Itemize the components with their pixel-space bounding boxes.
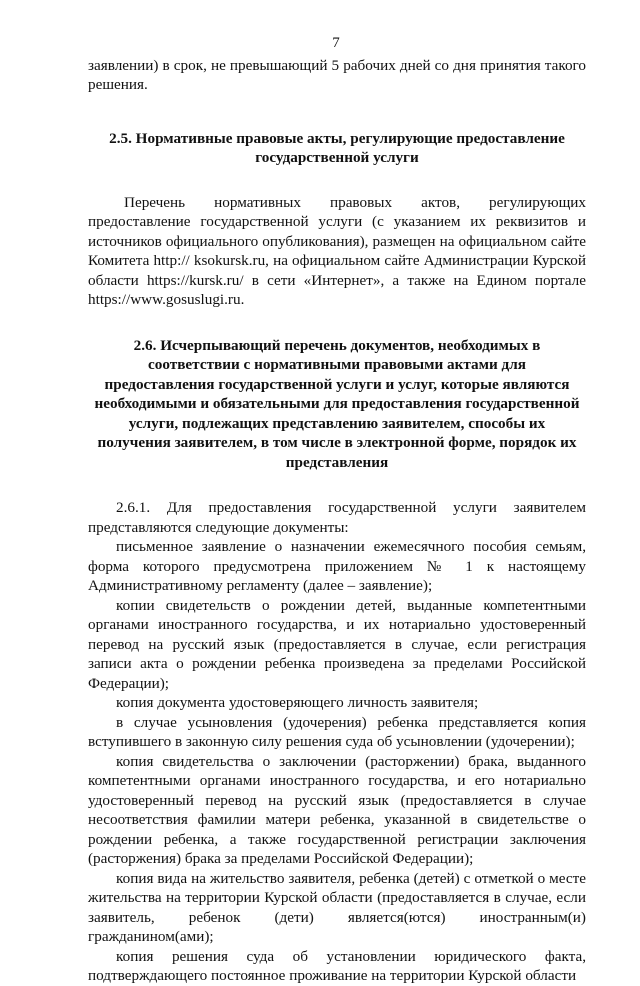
document-page [88,34,586,986]
document-list-item: копия решения суда об установлении юридического факта, подтверждающего постоянное проживание на территории Курской области [88,947,586,984]
continuation-paragraph: заявлении) в срок, не превышающий 5 рабочих дней со дня принятия такого решения. [88,56,586,93]
section-2-6-heading: 2.6. Исчерпывающий перечень документов, необходимых в соответствии с нормативными правовыми актами для предоставления государственной услуги и услуг, которые являются необходимыми и обязательными для предоставления государственной услуги, подлежащих представлению заявителем, способы их получения заявителем, в том числе в электронной форме, порядок их представления [94,336,580,471]
page-number: 7 [332,35,340,51]
document-list-item: копия свидетельства о заключении (расторжении) брака, выданного компетентными органами иностранного государства, и его нотариально удостоверенный перевод на русский язык (предоставляется в случае несоответствия фамилии матери ребенка, указанной в свидетельстве о рождении ребенка, а также государственной регистрации заключения (расторжения) брака за пределами Российской Федерации); [88,752,586,867]
section-2-5-heading: 2.5. Нормативные правовые акты, регулирующие предоставление государственной услуги [109,129,565,166]
document-list-item: копия вида на жительство заявителя, ребенка (детей) с отметкой о месте жительства на территории Курской области (предоставляется в случае, если заявитель, ребенок (дети) является(ются) иностранным(и) гражданином(ами); [88,869,586,945]
document-list-item: копии свидетельств о рождении детей, выданные компетентными органами иностранного государства, и их нотариально удостоверенный перевод на русский язык (предоставляется в случае, если регистрация записи акта о рождении ребенка произведена за пределами Российской Федерации); [88,596,586,692]
document-list-item: письменное заявление о назначении ежемесячного пособия семьям, форма которого предусмотрена приложением № 1 к настоящему Административному регламенту (далее – заявление); [88,538,586,594]
document-list-item: копия документа удостоверяющего личность заявителя; [116,694,479,711]
section-2-6-1-intro: 2.6.1. Для предоставления государственной услуги заявителем представляются следующие документы: [88,499,586,536]
section-2-5-paragraph: Перечень нормативных правовых актов, регулирующих предоставление государственной услуги (с указанием их реквизитов и источников официального опубликования), размещен на официальном сайте Комитета http:// ksokursk.ru, на официальном сайте Администрации Курской области https://kursk.ru/ в сети «Интернет», а также на Едином портале https://www.gosuslugi.ru. [88,193,586,308]
document-list-item: в случае усыновления (удочерения) ребенка представляется копия вступившего в законную силу решения суда об усыновлении (удочерении); [88,713,586,750]
